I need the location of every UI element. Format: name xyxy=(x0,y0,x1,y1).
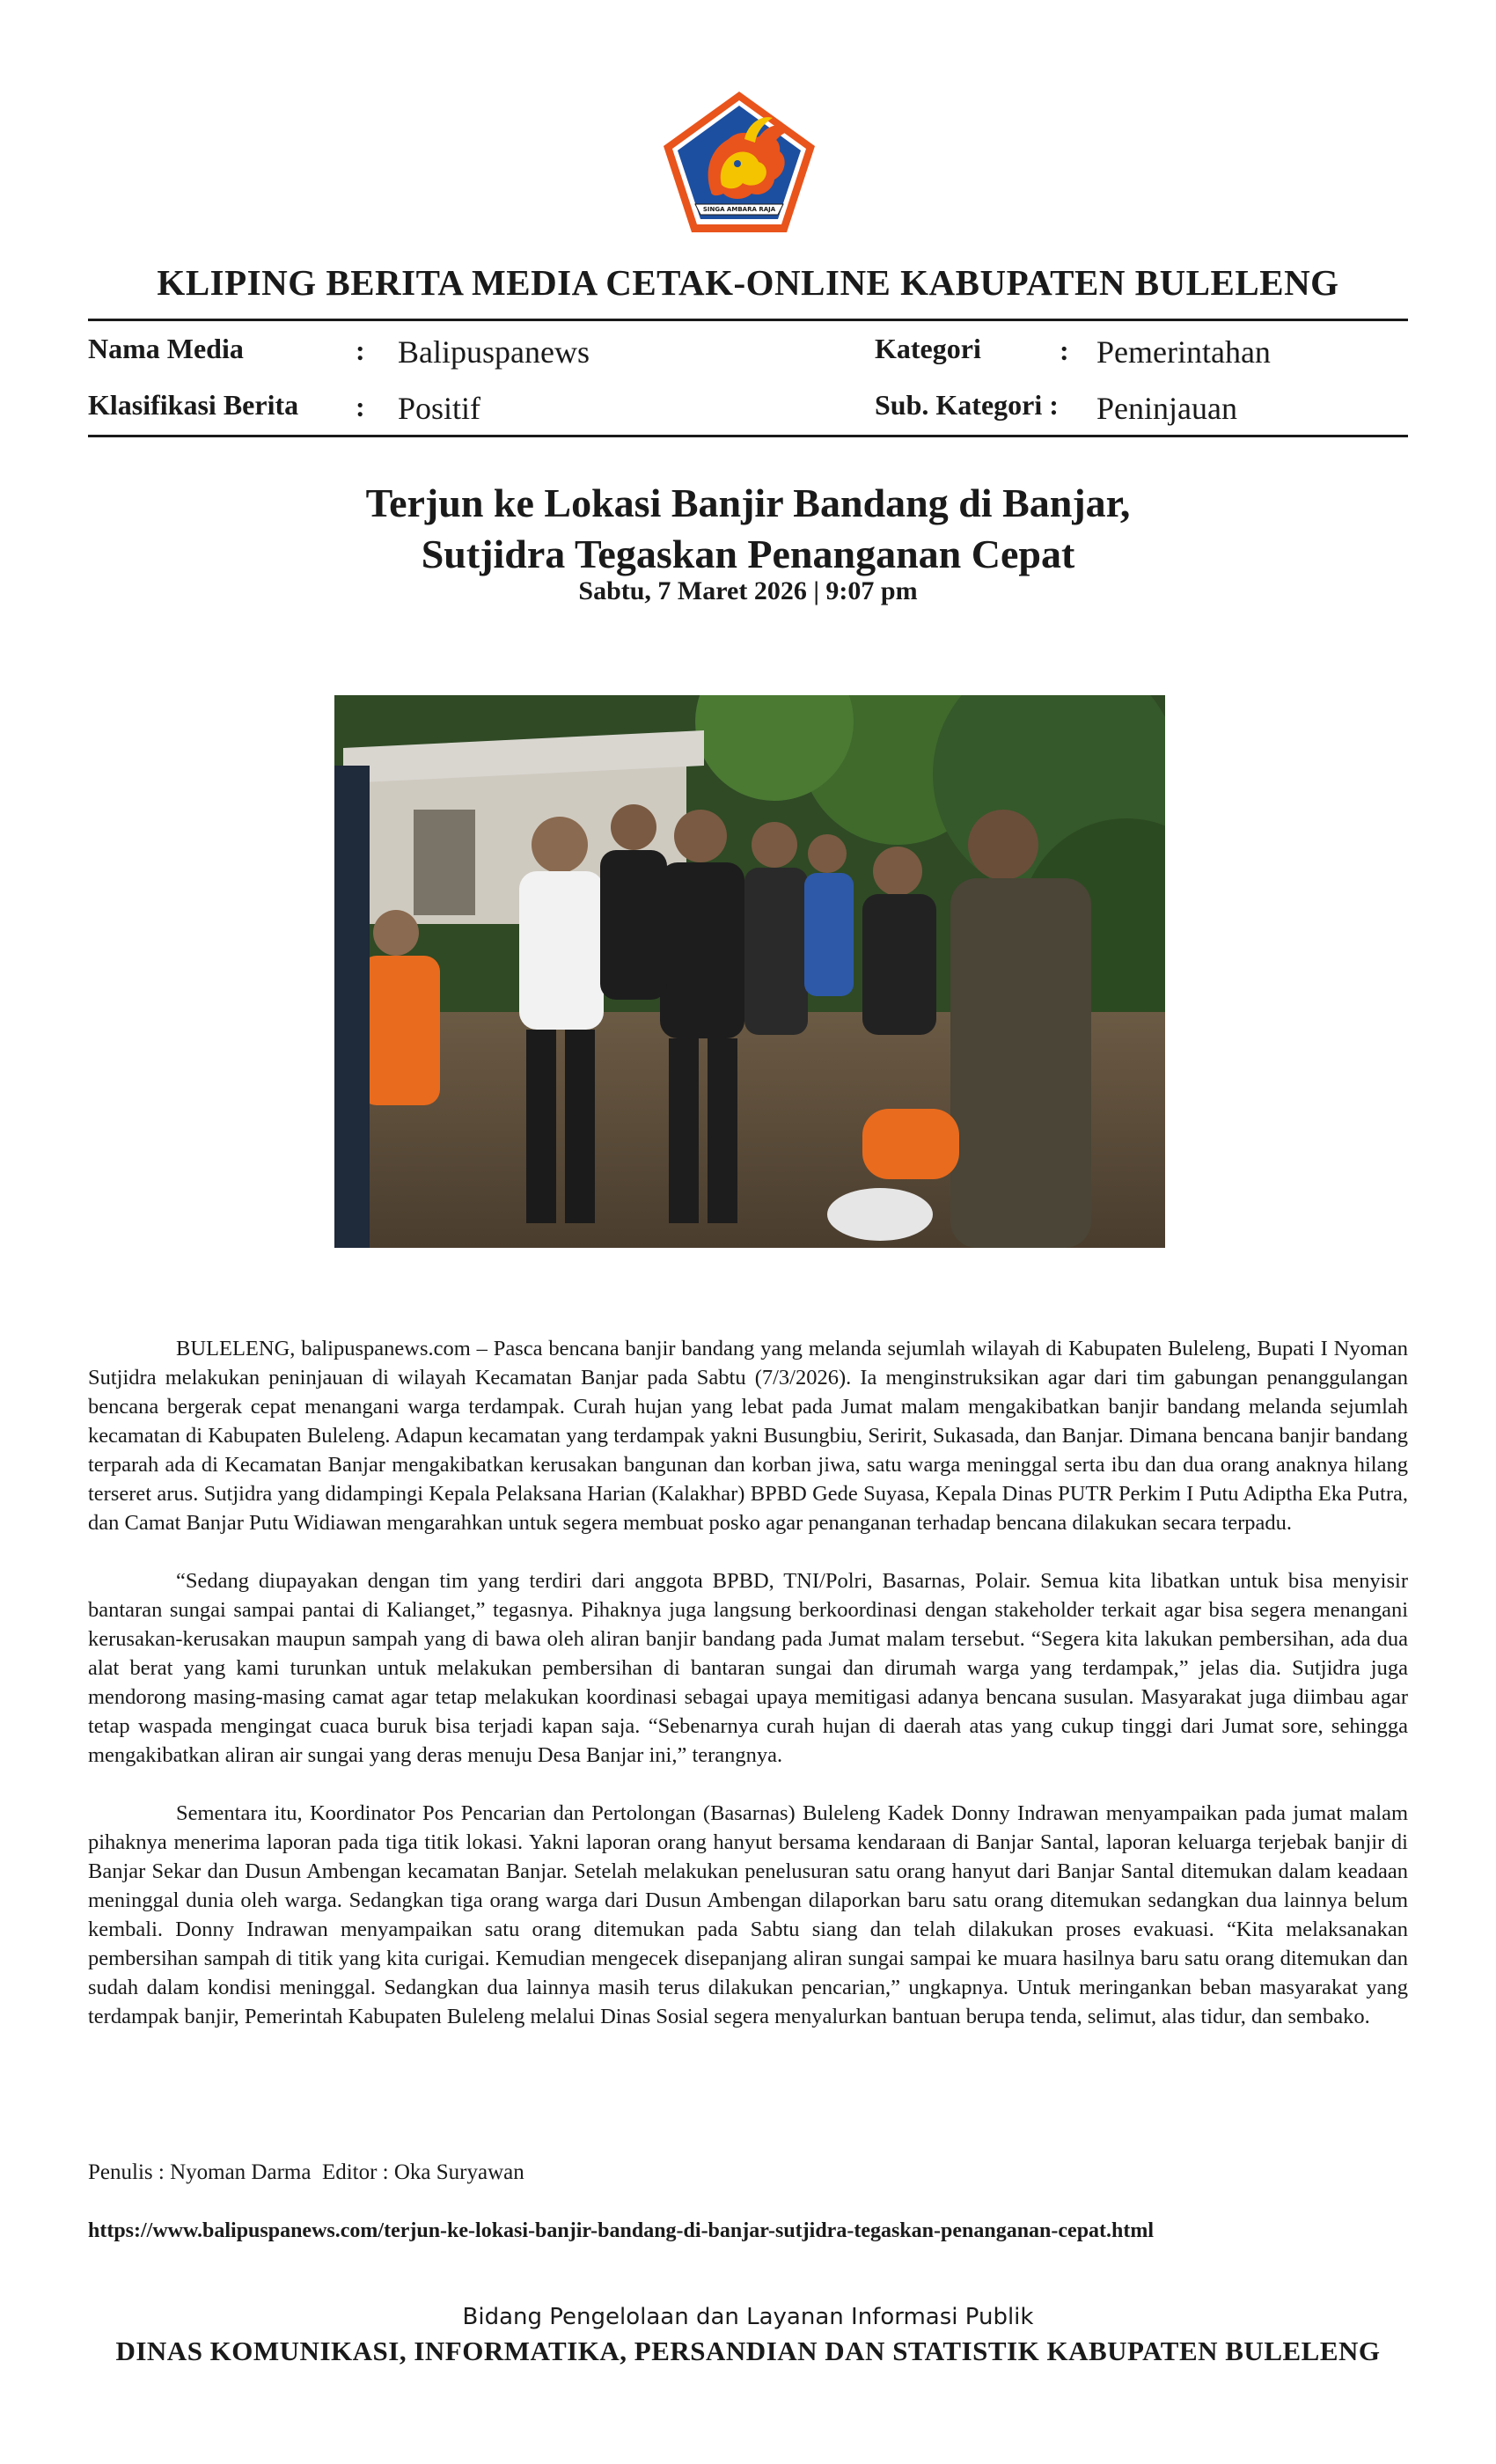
article-paragraph-2: “Sedang diupayakan dengan tim yang terdiri dari anggota BPBD, TNI/Polri, Basarnas, Polair. Semua kita libatkan untuk bisa menyisir bantaran sungai sampai pantai di Kalianget,” tegasnya. Pihaknya juga langsung berkoordinasi dengan stakeholder terkait agar bisa segera menangani kerusakan-kerusakan maupun sampah yang di bawa oleh aliran banjir bandang pada Jumat malam tersebut. “Segera kita lakukan pembersihan, ada dua alat berat yang kami turunkan untuk melakukan pembersihan di bantaran sungai dan dirumah warga yang terdampak,” jelas dia. Sutjidra juga mendorong masing-masing camat agar tetap melakukan koordinasi sebagai upaya memitigasi adanya bencana susulan. Masyarakat juga diimbau agar tetap waspada mengingat cuaca buruk bisa terjadi kapan saja. “Sebenarnya curah hujan di daerah atas yang cukup tinggi dari Jumat sore, sehingga mengakibatkan aliran air sungai yang deras menuju Desa Banjar ini,” terangnya. xyxy=(88,1569,1408,1767)
editor-credit: Editor : Oka Suryawan xyxy=(321,2160,524,2184)
emblem-motto-label: SINGA AMBARA RAJA xyxy=(702,206,776,213)
footer-division: Bidang Pengelolaan dan Layanan Informasi Publik xyxy=(462,2304,1034,2330)
klasifikasi-berita-label: Klasifikasi Berita xyxy=(88,389,299,421)
news-photo xyxy=(334,695,1165,1248)
header-bottom-rule xyxy=(88,435,1408,437)
klasifikasi-berita-value: Positif xyxy=(398,391,481,426)
article-date: Sabtu, 7 Maret 2026 | 9:07 pm xyxy=(578,576,918,605)
kategori-colon: : xyxy=(1060,334,1069,366)
source-url-link[interactable]: https://www.balipuspanews.com/terjun-ke-lokasi-banjir-bandang-di-banjar-sutjidra-tegaskan-penanganan-cepat.html xyxy=(88,2219,1155,2242)
klasifikasi-berita-colon: : xyxy=(356,391,365,422)
article-paragraph-1: BULELENG, balipuspanews.com – Pasca bencana banjir bandang yang melanda sejumlah wilayah di Kabupaten Buleleng, Bupati I Nyoman Sutjidra melakukan peninjauan di wilayah Kecamatan Banjar pada Sabtu (7/3/2026). Ia menginstruksikan agar dari tim gabungan penanggulangan bencana bergerak cepat menangani warga terdampak. Curah hujan yang lebat pada Jumat malam mengakibatkan banjir bandang melanda sejumlah kecamatan di Kabupaten Buleleng. Adapun kecamatan yang terdampak yakni Busungbiu, Seririt, Sukasada, dan Banjar. Dimana bencana banjir bandang terparah ada di Kecamatan Banjar mengakibatkan kerusakan bangunan dan korban jiwa, satu warga meninggal serta ibu dan dua orang anaknya hilang terseret arus. Sutjidra yang didampingi Kepala Pelaksana Harian (Kalakhar) BPBD Gede Suyasa, Kepala Dinas PUTR Perkim I Putu Adiptha Eka Putra, dan Camat Banjar Putu Widiawan mengarahkan untuk segera membuat posko agar penanganan terhadap bencana dilakukan secara terpadu. xyxy=(88,1337,1408,1535)
clipping-header-title: KLIPING BERITA MEDIA CETAK-ONLINE KABUPATEN BULELENG xyxy=(157,262,1339,303)
nama-media-label: Nama Media xyxy=(88,333,244,364)
kategori-label: Kategori xyxy=(875,333,981,364)
sub-kategori-value: Peninjauan xyxy=(1096,391,1237,426)
footer-agency: DINAS KOMUNIKASI, INFORMATIKA, PERSANDIAN DAN STATISTIK KABUPATEN BULELENG xyxy=(115,2336,1381,2366)
article-title-line-2: Sutjidra Tegaskan Penanganan Cepat xyxy=(421,532,1075,576)
kategori-value: Pemerintahan xyxy=(1096,334,1271,370)
article-paragraph-3: Sementara itu, Koordinator Pos Pencarian dan Pertolongan (Basarnas) Buleleng Kadek Donny Indrawan menyampaikan pada jumat malam pihaknya menerima laporan pada tiga titik lokasi. Yakni laporan orang hanyut bersama kendaraan di Banjar Santal, laporan keluarga terjebak banjir di Banjar Sekar dan Dusun Ambengan kecamatan Banjar. Setelah melakukan penelusuran satu orang hanyut dari Banjar Santal ditemukan dalam keadaan meninggal dunia oleh warga. Sedangkan tiga orang warga dari Dusun Ambengan dilaporkan baru satu orang ditemukan sedangkan dua lainnya belum kembali. Donny Indrawan menyampaikan satu orang ditemukan pada Sabtu siang dan telah dilakukan proses evakuasi. “Kita melaksanakan pembersihan sampah di titik yang kita curigai. Kemudian mengecek disepanjang aliran sungai sampai ke muara hasilnya baru satu orang ditemukan dan sudah dalam kondisi meninggal. Sedangkan dua lainnya masih terus dilakukan pencarian,” ungkapnya. Untuk meringankan beban masyarakat yang terdampak banjir, Pemerintah Kabupaten Buleleng melalui Dinas Sosial segera menyalurkan bantuan berupa tenda, selimut, alas tidur, dan sembako. xyxy=(88,1801,1408,2028)
article-credits xyxy=(88,2158,524,2188)
header-top-rule xyxy=(88,319,1408,321)
buleleng-emblem-icon xyxy=(660,88,818,236)
nama-media-value: Balipuspanews xyxy=(398,334,590,370)
sub-kategori-label: Sub. Kategori : xyxy=(875,389,1059,421)
penulis-credit: Penulis : Nyoman Darma xyxy=(88,2160,312,2184)
article-body xyxy=(88,1334,1408,2060)
article-title-line-1: Terjun ke Lokasi Banjir Bandang di Banjar, xyxy=(365,480,1131,525)
nama-media-colon: : xyxy=(356,334,365,366)
